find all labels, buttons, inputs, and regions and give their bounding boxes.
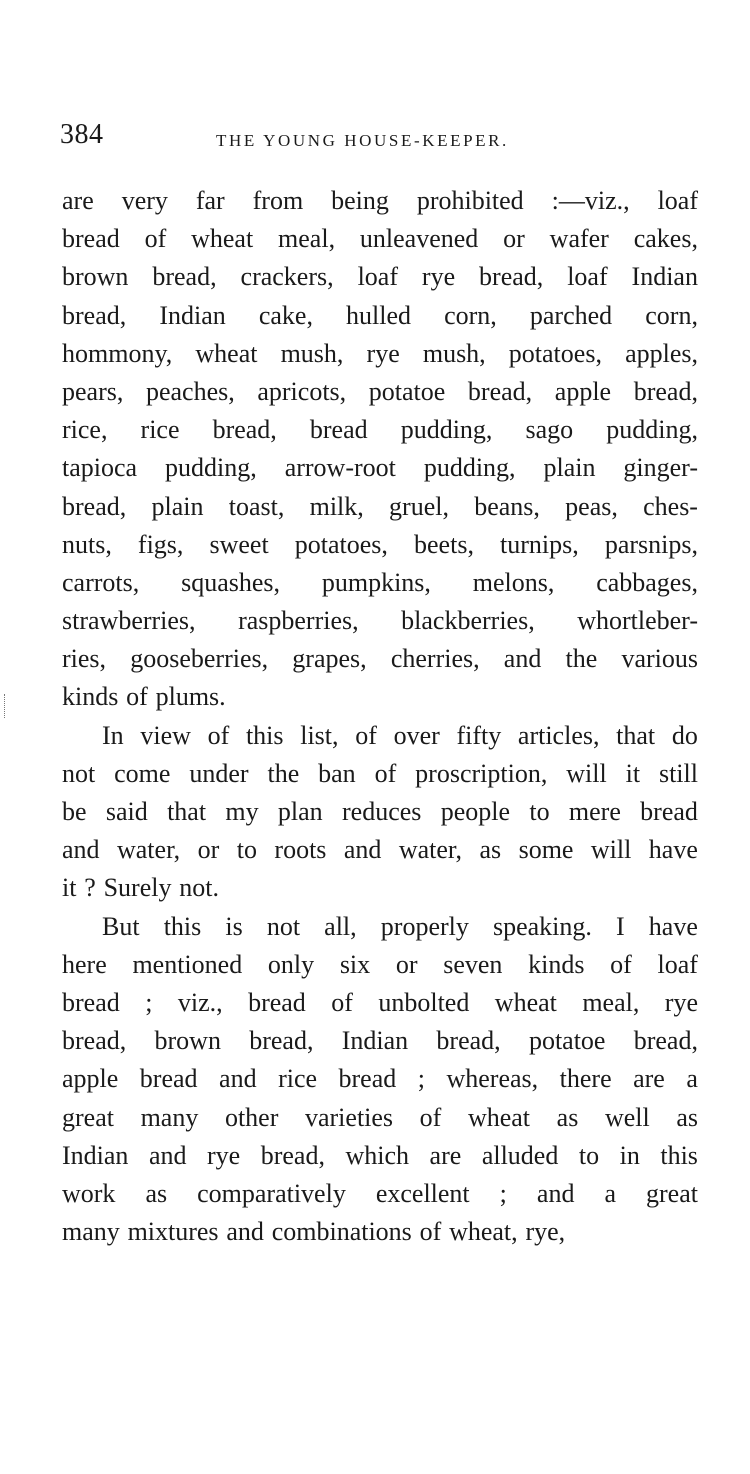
running-title: THE YOUNG HOUSE-KEEPER. (216, 131, 509, 150)
page-number: 384 (60, 119, 104, 150)
running-head (60, 118, 700, 158)
text-line: hommony, wheat mush, rye mush, potatoes, apples, (62, 338, 698, 368)
text-line: are very far from being prohibited :—viz., loaf (62, 186, 698, 215)
text-line: be said that my plan reduces people to mere bread (62, 797, 698, 826)
paragraph (62, 182, 698, 717)
text-line: In view of this list, of over fifty articles, that do (102, 720, 698, 750)
text-line: kinds of plums. (62, 682, 226, 712)
text-line: rice, rice bread, bread pudding, sago pudding, (62, 415, 698, 445)
margin-mark (4, 694, 7, 718)
text-line: nuts, figs, sweet potatoes, beets, turnips, parsnips, (62, 529, 698, 559)
text-line: bread ; viz., bread of unbolted wheat meal, rye (62, 987, 698, 1017)
text-line: it ? Surely not. (62, 873, 220, 903)
text-line: bread, brown bread, Indian bread, potatoe bread, (62, 1026, 698, 1056)
text-line: brown bread, crackers, loaf rye bread, loaf Indian (62, 262, 698, 292)
text-line: here mentioned only six or seven kinds of loaf (62, 949, 698, 979)
text-line: strawberries, raspberries, blackberries, whortleber- (62, 606, 698, 636)
text-line: carrots, squashes, pumpkins, melons, cabbages, (62, 567, 698, 597)
text-line: not come under the ban of proscription, will it still (62, 758, 698, 788)
text-line: great many other varieties of wheat as well as (62, 1102, 698, 1132)
paragraph (62, 908, 698, 1252)
body-text (62, 182, 698, 1251)
text-line: apple bread and rice bread ; whereas, there are a (62, 1064, 698, 1094)
paragraph (62, 717, 698, 908)
text-line: Indian and rye bread, which are alluded to in this (62, 1140, 698, 1170)
text-line: and water, or to roots and water, as some will have (62, 835, 698, 865)
text-line: bread of wheat meal, unleavened or wafer cakes, (62, 224, 698, 254)
text-line: tapioca pudding, arrow-root pudding, plain ginger- (62, 453, 698, 483)
text-line: bread, Indian cake, hulled corn, parched corn, (62, 300, 698, 330)
text-line: pears, peaches, apricots, potatoe bread, apple bread, (62, 376, 698, 406)
text-line: But this is not all, properly speaking. I have (102, 911, 698, 941)
text-line: ries, gooseberries, grapes, cherries, and the various (62, 644, 698, 674)
text-line: work as comparatively excellent ; and a great (62, 1178, 698, 1208)
text-line: bread, plain toast, milk, gruel, beans, peas, ches- (62, 491, 698, 521)
text-line: many mixtures and combinations of wheat, rye, (62, 1217, 566, 1247)
